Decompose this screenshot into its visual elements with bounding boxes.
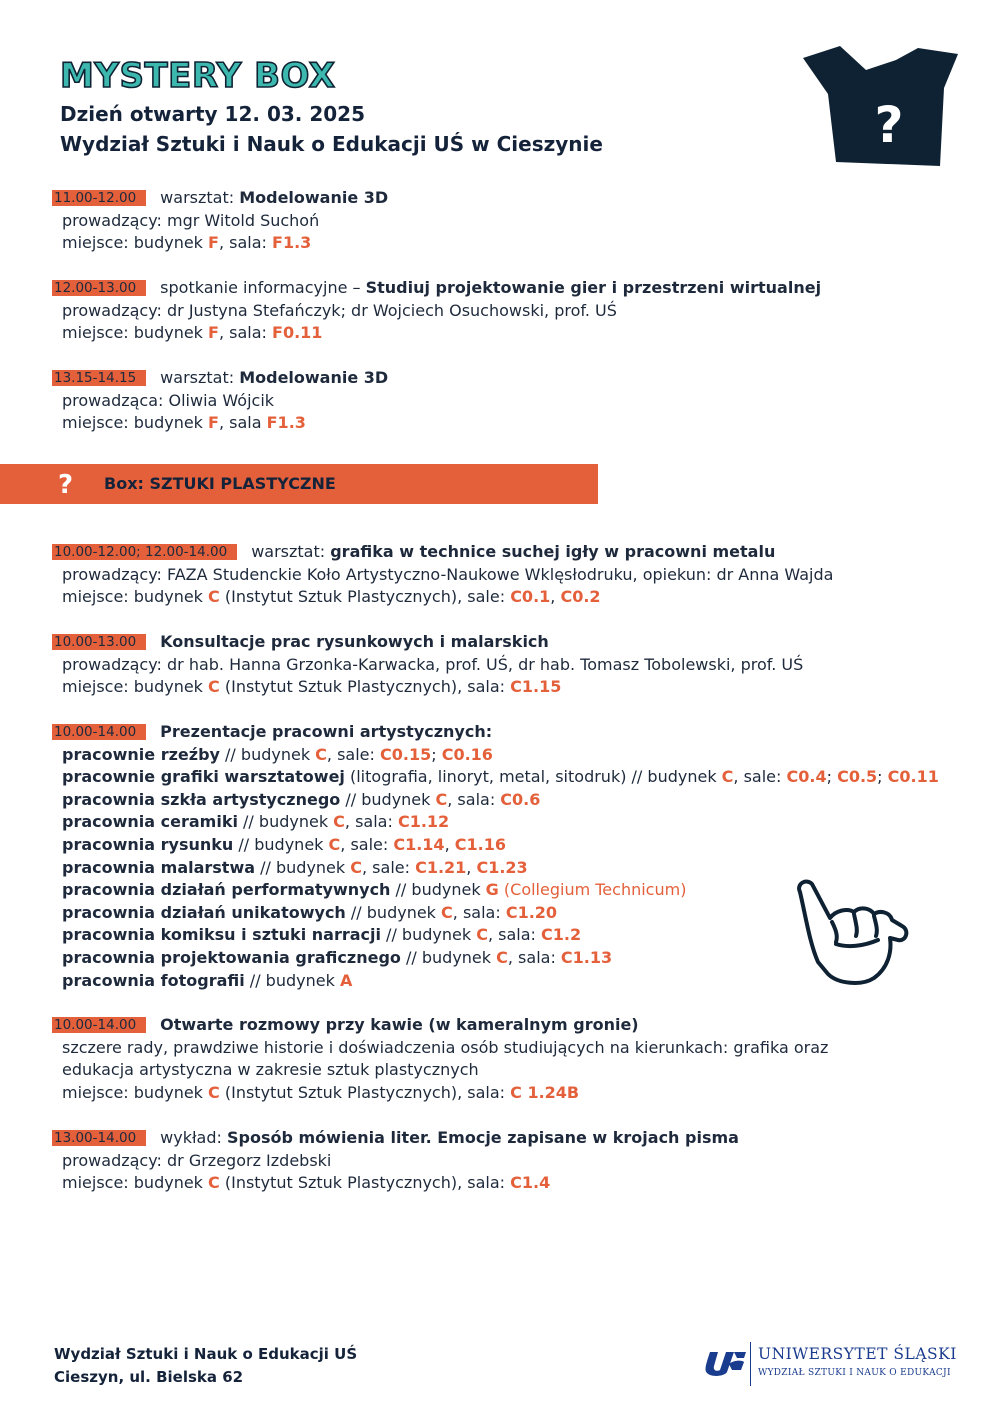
building-code: C [350, 857, 362, 877]
studio-building-label: // budynek [219, 744, 316, 764]
building-code: A [339, 970, 353, 990]
event-time: 11.00-12.00 [52, 190, 146, 206]
footer-address [54, 1343, 357, 1389]
event-title: Modelowanie 3D [239, 188, 389, 207]
studio-name: pracownia działań performatywnych [62, 880, 391, 900]
event-item: 13.15-14.15 warsztat: Modelowanie 3D prowadząca: Oliwia Wójcik miejsce: budynek F, sala F1.3 [54, 368, 389, 433]
studio-name: pracownia komiksu i sztuki narracji [62, 925, 381, 945]
event-description: szczere rady, prawdziwe historie i doświadczenia osób studiujących na kierunkach: grafika oraz [62, 1037, 829, 1057]
event-item: 10.00-14.00 Otwarte rozmowy przy kawie (w kameralnym gronie) szczere rady, prawdziwe historie i doświadczenia osób studiujących na kierunkach: grafika oraz edukacja artystyczna w zakresie sztuk plastycznych miejsce: budynek C (Instytut Sztuk Plastycznych), sala: C 1.24B [62, 1014, 980, 1104]
event-time: 13.00-14.00 [52, 1130, 146, 1146]
event-title: Modelowanie 3D [239, 368, 389, 387]
faculty-subtitle: WYDZIAŁ SZTUKI I NAUK O EDUKACJI [758, 1368, 951, 1378]
building-code: C [721, 767, 734, 787]
event-leader: prowadzący: FAZA Studenckie Koło Artystyczno-Naukowe Wklęsłodruku, opiekun: dr Anna Wajda [62, 564, 834, 584]
room-code: C0.15 [380, 744, 432, 764]
room-separator: ; [877, 767, 888, 787]
studio-building-label: // budynek [400, 947, 497, 967]
room-label: , sala: [344, 812, 398, 832]
building-code: C [496, 947, 508, 967]
studio-row [62, 811, 980, 834]
building-code: F [208, 413, 219, 433]
studio-name: pracownia ceramiki [62, 812, 238, 832]
building-code: C [208, 1082, 220, 1102]
studio-building-label: // budynek [237, 812, 334, 832]
university-logo [704, 1340, 964, 1390]
event-time: 13.15-14.15 [52, 370, 146, 386]
footer-street: Cieszyn, ul. Bielska 62 [54, 1368, 244, 1386]
studio-building-label: // budynek [626, 767, 722, 787]
room-code: C1.13 [560, 947, 613, 967]
building-note: (Collegium Technicum) [498, 880, 687, 900]
room-code: C0.11 [887, 767, 939, 787]
event-time: 10.00-14.00 [52, 1017, 146, 1033]
studio-building-label: // budynek [345, 902, 442, 922]
room-code: C 1.24B [510, 1082, 580, 1102]
studio-name: pracownia rysunku [62, 834, 234, 854]
studio-name: pracownia fotografii [62, 970, 245, 990]
room-label: , sala: [452, 902, 506, 922]
room-code: F1.3 [266, 413, 306, 433]
building-code: C [208, 677, 220, 697]
studio-building-label: // budynek [244, 970, 340, 990]
studio-name: pracownia działań unikatowych [62, 902, 346, 922]
event-time: 10.00-14.00 [52, 724, 146, 740]
room-separator: ; [826, 767, 838, 787]
building-code: C [328, 834, 341, 854]
building-code: C [208, 1173, 220, 1193]
page-title: MYSTERY BOX [60, 56, 336, 96]
room-label: , sala: [447, 789, 501, 809]
room-code: F1.3 [272, 233, 312, 253]
university-name: UNIWERSYTET ŚLĄSKI [758, 1345, 957, 1363]
room-code: C1.14 [393, 834, 445, 854]
studio-name: pracownia projektowania graficznego [62, 947, 401, 967]
studio-name: pracownie grafiki warsztatowej [62, 767, 345, 787]
studio-name: pracownie rzeźby [62, 744, 220, 764]
room-label: , sale: [362, 857, 416, 877]
studio-name: pracownia malarstwa [62, 857, 256, 877]
room-code: C1.15 [510, 677, 562, 697]
event-leader: prowadzący: dr hab. Hanna Grzonka-Karwacka, prof. UŚ, dr hab. Tomasz Tobolewski, prof. UŚ [62, 654, 804, 674]
section-title: Box: SZTUKI PLASTYCZNE [104, 474, 336, 493]
event-item: 10.00-12.00; 12.00-14.00 warsztat: grafika w technice suchej igły w pracowni metalu prowadzący: FAZA Studenckie Koło Artystyczno-Naukowe Wklęsłodruku, opiekun: dr Anna Wajda miejsce: budynek C (Instytut Sztuk Plastycznych), sale: C0.1, C0.2 [62, 541, 980, 609]
room-code: C1.20 [505, 902, 558, 922]
event-leader: mgr Witold Suchoń [167, 210, 320, 230]
event-time: 12.00-13.00 [52, 280, 146, 296]
building-code: C [435, 789, 448, 809]
room-code: C1.16 [454, 834, 506, 854]
building-code: F [208, 233, 219, 253]
room-separator: , [466, 857, 477, 877]
mystery-box-icon [800, 44, 960, 170]
question-mark-icon: ? [58, 470, 74, 500]
building-code: F [208, 323, 219, 343]
studio-building-label: // budynek [233, 834, 329, 854]
room-code: C1.2 [540, 925, 582, 945]
svg-text:?: ? [874, 96, 904, 154]
event-date: Dzień otwarty 12. 03. 2025 [60, 102, 366, 126]
room-label: , sala: [507, 947, 561, 967]
room-code: C1.21 [415, 857, 467, 877]
room-code: C0.4 [786, 767, 827, 787]
building-code: G [485, 880, 499, 900]
room-code: C1.4 [510, 1173, 551, 1193]
logo-divider [750, 1342, 751, 1386]
event-title: Studiuj projektowanie gier i przestrzeni wirtualnej [365, 278, 822, 297]
event-description: edukacja artystyczna w zakresie sztuk plastycznych [62, 1060, 479, 1080]
studio-building-label: // budynek [390, 880, 486, 900]
shaka-hand-icon [792, 878, 912, 988]
room-code: C0.6 [500, 789, 541, 809]
footer-faculty: Wydział Sztuki i Nauk o Edukacji UŚ [54, 1345, 358, 1363]
room-code: C0.16 [441, 744, 493, 764]
room-code: C0.5 [837, 767, 878, 787]
university-emblem-icon [704, 1348, 746, 1378]
event-leader: prowadzący: dr Grzegorz Izdebski [62, 1150, 332, 1170]
event-title: Otwarte rozmowy przy kawie (w kameralnym gronie) [160, 1015, 639, 1034]
building-code: C [208, 587, 220, 607]
building-code: C [476, 925, 488, 945]
event-item: 11.00-12.00 warsztat: Modelowanie 3D prowadzący: mgr Witold Suchoń miejsce: budynek F, sala: F1.3 [54, 188, 389, 253]
studio-building-label: // budynek [340, 789, 436, 809]
event-title: grafika w technice suchej igły w pracowni metalu [330, 542, 776, 561]
room-code: F0.11 [272, 323, 323, 343]
studio-building-label: // budynek [380, 925, 477, 945]
event-item: 10.00-13.00 Konsultacje prac rysunkowych i malarskich prowadzący: dr hab. Hanna Grzonka-Karwacka, prof. UŚ, dr hab. Tomasz Tobolewski, prof. UŚ miejsce: budynek C (Instytut Sztuk Plastycznych), sala: C1.15 [62, 631, 980, 699]
studio-row [62, 744, 980, 767]
event-time: 10.00-12.00; 12.00-14.00 [52, 544, 237, 560]
event-item: 12.00-13.00 spotkanie informacyjne – Studiuj projektowanie gier i przestrzeni wirtualnej prowadzący: dr Justyna Stefańczyk; dr Wojciech Osuchowski, prof. UŚ miejsce: budynek F, sala: F0.11 [54, 278, 822, 343]
building-code: C [441, 902, 453, 922]
faculty-name: Wydział Sztuki i Nauk o Edukacji UŚ w Cieszynie [60, 132, 603, 156]
room-label: , sale: [733, 767, 787, 787]
room-code: C1.23 [476, 857, 528, 877]
room-label: , sale: [326, 744, 380, 764]
event-item: 13.00-14.00 wykład: Sposób mówienia liter. Emocje zapisane w krojach pisma prowadzący: dr Grzegorz Izdebski miejsce: budynek C (Instytut Sztuk Plastycznych), sala: C1.4 [62, 1127, 980, 1195]
room-label: , sale: [340, 834, 394, 854]
event-title: Konsultacje prac rysunkowych i malarskich [160, 632, 549, 651]
studio-row [62, 834, 980, 857]
room-separator: , [444, 834, 455, 854]
event-time: 10.00-13.00 [52, 634, 146, 650]
room-code: C0.1 [510, 587, 551, 607]
room-separator: ; [431, 744, 442, 764]
room-code: C1.12 [397, 812, 450, 832]
event-leader: dr Justyna Stefańczyk; dr Wojciech Osuchowski, prof. UŚ [167, 300, 617, 320]
event-title: Sposób mówienia liter. Emocje zapisane w krojach pisma [226, 1128, 739, 1147]
building-code: C [315, 744, 327, 764]
studio-row [62, 857, 980, 880]
studio-row [62, 766, 980, 789]
studio-building-label: // budynek [255, 857, 351, 877]
studio-name: pracownia szkła artystycznego [62, 789, 341, 809]
event-title: Prezentacje pracowni artystycznych: [160, 722, 493, 741]
studio-row [62, 789, 980, 812]
building-code: C [333, 812, 345, 832]
section-banner [0, 464, 598, 504]
room-code: C0.2 [560, 587, 601, 607]
event-leader: Oliwia Wójcik [168, 390, 275, 410]
room-label: , sala: [487, 925, 541, 945]
studio-detail: (litografia, linoryt, metal, sitodruk) [344, 767, 627, 787]
